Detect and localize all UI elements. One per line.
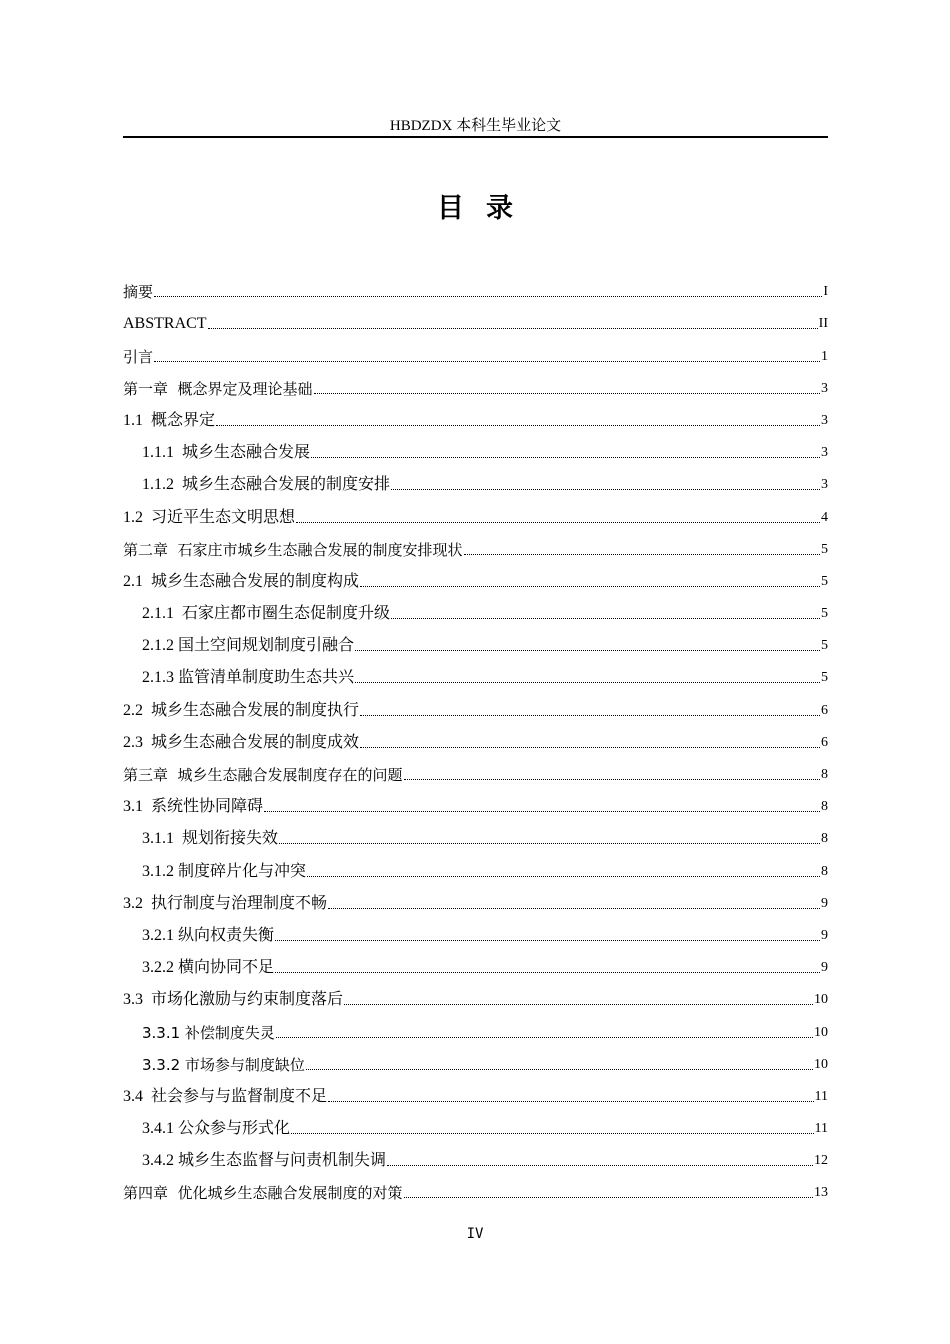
toc-entry[interactable] (123, 849, 828, 881)
toc-entry-label: 2.1.2 国土空间规划制度引融合 (142, 637, 355, 655)
toc-dot-leader (355, 682, 820, 683)
toc-entry-page: 13 (814, 1185, 828, 1201)
header-rule (123, 136, 828, 138)
toc-entry-label: 3.1 系统性协同障碍 (123, 798, 264, 816)
toc-entry[interactable] (123, 946, 828, 978)
toc-dot-leader (391, 618, 820, 619)
toc-dot-leader (216, 425, 820, 426)
toc-entry-label: 1.1 概念界定 (123, 411, 216, 429)
toc-entry-page: 9 (821, 895, 828, 911)
toc-entry-page: 10 (814, 1024, 828, 1040)
toc-entry[interactable] (123, 656, 828, 688)
toc-dot-leader (291, 1133, 814, 1134)
toc-dot-leader (264, 811, 820, 812)
toc-entry[interactable] (123, 431, 828, 463)
toc-entry-page: II (818, 316, 828, 332)
toc-entry-page: 3 (821, 445, 828, 461)
toc-entry-page: 10 (814, 992, 828, 1008)
toc-entry[interactable] (123, 817, 828, 849)
toc-entry[interactable] (123, 914, 828, 946)
toc-entry-label: 2.3 城乡生态融合发展的制度成效 (123, 733, 360, 751)
toc-dot-leader (279, 843, 820, 844)
toc-dot-leader (208, 328, 818, 329)
toc-dot-leader (387, 1165, 813, 1166)
toc-entry[interactable] (123, 1139, 828, 1171)
toc-dot-leader (276, 1037, 813, 1038)
toc-entry[interactable] (123, 399, 828, 431)
toc-entry[interactable] (123, 624, 828, 656)
toc-entry[interactable] (123, 302, 828, 334)
toc-entry[interactable] (123, 495, 828, 527)
toc-entry-page: 12 (814, 1153, 828, 1169)
toc-entry-label: 2.1.3 监管清单制度助生态共兴 (142, 669, 355, 687)
toc-entry-label: 1.1.2 城乡生态融合发展的制度安排 (142, 476, 391, 494)
toc-entry[interactable] (123, 560, 828, 592)
toc-entry[interactable] (123, 334, 828, 366)
toc-entry[interactable] (123, 528, 828, 560)
toc-dot-leader (355, 650, 820, 651)
toc-entry-label: 3.2.2 横向协同不足 (142, 959, 275, 977)
toc-entry-label: 1.2 习近平生态文明思想 (123, 508, 296, 526)
toc-entry-label: 2.1.1 石家庄都市圈生态促制度升级 (142, 605, 391, 623)
toc-entry-label: 第三章 城乡生态融合发展制度存在的问题 (123, 766, 403, 784)
toc-entry-page: 5 (821, 541, 828, 557)
toc-entry[interactable] (123, 721, 828, 753)
toc-entry-label: 3.4.1 公众参与形式化 (142, 1120, 291, 1138)
toc-entry-page: 1 (821, 348, 828, 364)
toc-entry-label: 引言 (123, 347, 154, 366)
toc-entry-label: 3.3 市场化激励与约束制度落后 (123, 991, 344, 1009)
toc-entry-label: 摘要 (123, 283, 154, 302)
page-number: IV (466, 1226, 484, 1242)
toc-entry-page: 6 (821, 734, 828, 750)
toc-dot-leader (344, 1004, 813, 1005)
toc-entry-label: 3.2.1 纵向权责失衡 (142, 926, 275, 944)
table-of-contents (123, 270, 828, 1203)
toc-entry[interactable] (123, 592, 828, 624)
toc-entry-page: 4 (821, 509, 828, 525)
toc-entry-label: 第一章 概念界定及理论基础 (123, 379, 313, 398)
toc-entry-page: 9 (821, 927, 828, 943)
toc-dot-leader (154, 361, 820, 362)
toc-entry[interactable] (123, 978, 828, 1010)
toc-entry-page: 5 (821, 670, 828, 686)
toc-entry[interactable] (123, 882, 828, 914)
running-header: HBDZDX 本科生毕业论文 (389, 118, 562, 134)
toc-dot-leader (275, 972, 820, 973)
toc-entry-page: 3 (821, 380, 828, 396)
toc-dot-leader (464, 554, 820, 555)
toc-entry-page: 5 (821, 638, 828, 654)
toc-entry-page: 3 (821, 477, 828, 493)
toc-dot-leader (328, 1101, 814, 1102)
toc-entry-label: 3.1.2 制度碎片化与冲突 (142, 862, 307, 880)
toc-entry-page: 5 (821, 573, 828, 589)
toc-entry-page: 11 (814, 1088, 828, 1104)
toc-entry-label: 第四章 优化城乡生态融合发展制度的对策 (123, 1184, 403, 1203)
toc-dot-leader (391, 489, 820, 490)
toc-dot-leader (360, 747, 820, 748)
toc-entry-page: 6 (821, 702, 828, 718)
toc-entry-page: 8 (821, 863, 828, 879)
toc-entry-label: 3.3.1 补偿制度失灵 (142, 1023, 275, 1042)
toc-entry-label: 2.1 城乡生态融合发展的制度构成 (123, 572, 360, 590)
toc-entry-page: 9 (821, 960, 828, 976)
toc-entry-label: 1.1.1 城乡生态融合发展 (142, 444, 311, 462)
toc-dot-leader (328, 908, 820, 909)
toc-entry-label: 3.2 执行制度与治理制度不畅 (123, 894, 328, 912)
toc-entry[interactable] (123, 688, 828, 720)
toc-entry-page: 5 (821, 606, 828, 622)
toc-entry[interactable] (123, 753, 828, 785)
toc-entry-page: 3 (821, 412, 828, 428)
toc-dot-leader (404, 779, 820, 780)
toc-entry[interactable] (123, 367, 828, 399)
toc-dot-leader (360, 586, 820, 587)
toc-entry-label: 3.4 社会参与与监督制度不足 (123, 1087, 328, 1105)
toc-entry-page: 10 (814, 1056, 828, 1072)
toc-entry[interactable] (123, 1075, 828, 1107)
toc-entry-page: 8 (821, 831, 828, 847)
toc-entry-label: 2.2 城乡生态融合发展的制度执行 (123, 701, 360, 719)
toc-entry-label: 第二章 石家庄市城乡生态融合发展的制度安排现状 (123, 540, 463, 559)
toc-entry-page: 8 (821, 799, 828, 815)
toc-entry[interactable] (123, 1171, 828, 1203)
toc-entry[interactable] (123, 463, 828, 495)
toc-entry-label: 3.3.2 市场参与制度缺位 (142, 1055, 305, 1074)
toc-entry[interactable] (123, 270, 828, 302)
toc-dot-leader (154, 296, 822, 297)
page-title: 目录 (437, 193, 535, 224)
toc-dot-leader (311, 457, 820, 458)
toc-entry-label: 3.4.2 城乡生态监督与问责机制失调 (142, 1152, 387, 1170)
toc-entry-page: I (823, 284, 828, 300)
toc-dot-leader (307, 876, 820, 877)
toc-dot-leader (314, 393, 820, 394)
toc-entry[interactable] (123, 1107, 828, 1139)
toc-entry[interactable] (123, 1010, 828, 1042)
toc-entry-page: 8 (821, 767, 828, 782)
toc-entry-label: 3.1.1 规划衔接失效 (142, 830, 279, 848)
toc-dot-leader (306, 1069, 813, 1070)
toc-entry-page: 11 (814, 1121, 828, 1137)
toc-entry[interactable] (123, 1043, 828, 1075)
toc-dot-leader (296, 522, 820, 523)
toc-entry-label: ABSTRACT (123, 315, 207, 333)
toc-dot-leader (404, 1197, 813, 1198)
toc-dot-leader (275, 940, 820, 941)
toc-dot-leader (360, 715, 820, 716)
toc-entry[interactable] (123, 785, 828, 817)
